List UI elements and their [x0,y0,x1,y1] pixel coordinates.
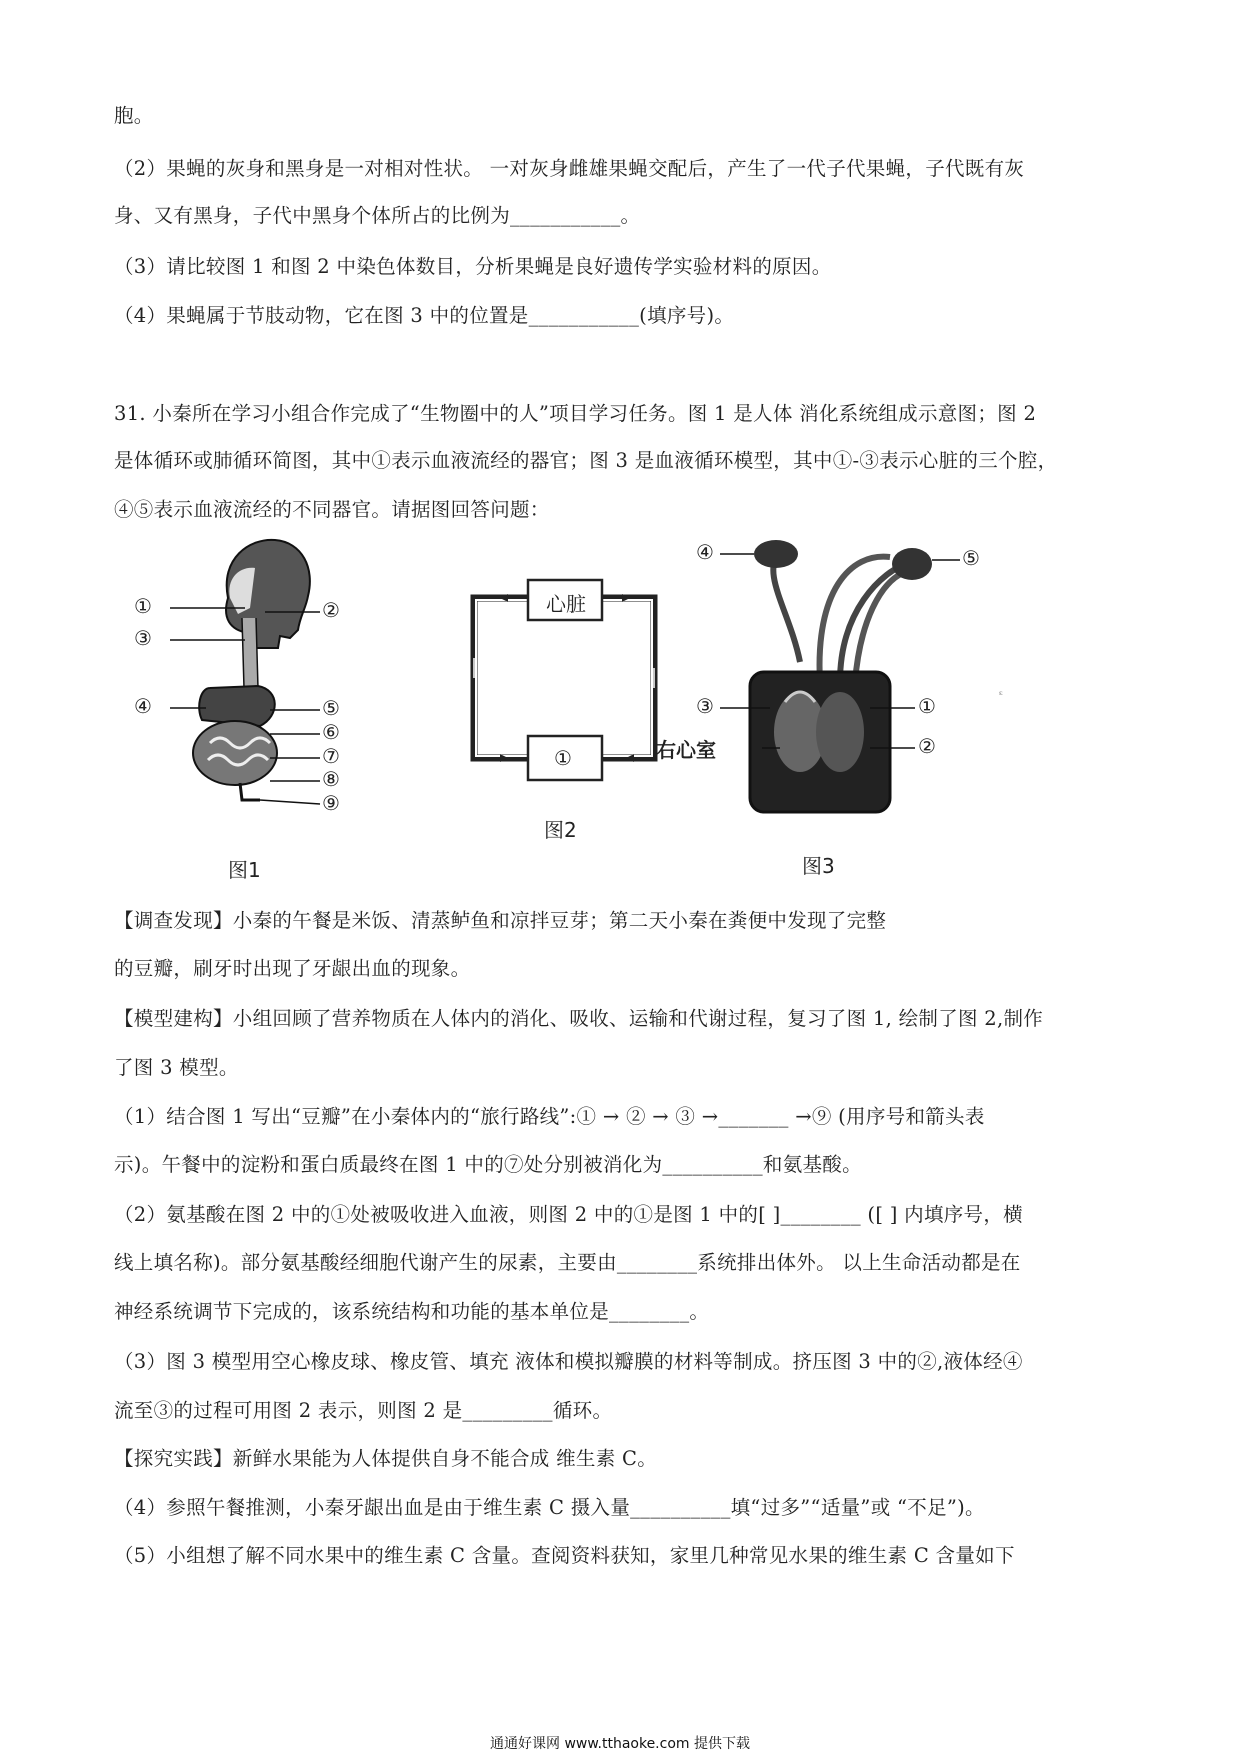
fig1-label-5: ⑤ [322,696,340,720]
fig3-label-2: ② [918,734,936,758]
text-line-15: （2）氨基酸在图 2 中的①处被吸收进入血液，则图 2 中的①是图 1 中的[ ]________ ([ ] 内填序号，横 [114,1203,1023,1226]
text-line-21: （4）参照午餐推测，小秦牙龈出血是由于维生素 C 摄入量__________填“过多”“适量”或 “不足”)。 [114,1496,985,1519]
fig3-label-3: ③ [696,694,714,718]
fig1-label-8: ⑧ [322,767,340,791]
fig1-label-4: ④ [134,694,152,718]
heart-model-diagram [690,532,1030,832]
right-ventricle-label: 右心室 [656,738,716,762]
figure-2 [460,578,670,848]
text-line-9: 【调查发现】小秦的午餐是米饭、清蒸鲈鱼和凉拌豆芽；第二天小秦在粪便中发现了完整 [114,909,887,932]
fig3-label-5: ⑤ [962,546,980,570]
text-line-22: （5）小组想了解不同水果中的维生素 C 含量。查阅资料获知，家里几种常见水果的维生素 C 含量如下 [114,1544,1015,1567]
page-footer: 通通好课网 www.tthaoke.com 提供下载 [490,1736,750,1752]
fig3-caption: 图3 [802,854,835,878]
text-line-20: 【探究实践】新鲜水果能为人体提供自身不能合成 维生素 C。 [114,1447,658,1470]
fig1-label-1: ① [134,594,152,618]
fig2-heart-label: 心脏 [546,592,586,616]
text-line-4: （3）请比较图 1 和图 2 中染色体数目，分析果蝇是良好遗传学实验材料的原因。 [114,255,832,278]
fig1-label-2: ② [322,598,340,622]
fig1-label-7: ⑦ [322,744,340,768]
fig1-label-6: ⑥ [322,720,340,744]
fig3-label-4: ④ [696,540,714,564]
fig2-organ-label: ① [554,746,572,770]
question-31-line-3: ④⑤表示血液流经的不同器官。请据图回答问题： [114,498,550,521]
text-line-10: 的豆瓣，刷牙时出现了牙龈出血的现象。 [114,957,471,980]
figure-3 [656,532,1030,892]
text-line-1: 胞。 [114,104,154,127]
stray-mark: ᵋ [999,688,1004,702]
text-line-13: （1）结合图 1 写出“豆瓣”在小秦体内的“旅行路线”:① → ② → ③ →_______ →⑨ (用序号和箭头表 [114,1105,985,1128]
text-line-12: 了图 3 模型。 [114,1056,239,1079]
question-31-line-1: 31. 小秦所在学习小组合作完成了“生物圈中的人”项目学习任务。图 1 是人体 消化系统组成示意图；图 2 [114,402,1037,425]
figures-area [130,538,1030,898]
fig1-label-3: ③ [134,626,152,650]
text-line-17: 神经系统调节下完成的，该系统结构和功能的基本单位是________。 [114,1300,710,1323]
text-line-2: （2）果蝇的灰身和黑身是一对相对性状。 一对灰身雌雄果蝇交配后，产生了一代子代果蝇，子代既有灰 [114,157,1025,180]
fig2-caption: 图2 [544,818,577,842]
text-line-3: 身、又有黑身，子代中黑身个体所占的比例为___________。 [114,204,641,227]
text-line-11: 【模型建构】小组回顾了营养物质在人体内的消化、吸收、运输和代谢过程，复习了图 1, 绘制了图 2,制作 [114,1007,1044,1030]
fig1-caption: 图1 [228,858,261,882]
figure-1 [130,538,410,888]
text-line-16: 线上填名称)。部分氨基酸经细胞代谢产生的尿素，主要由________系统排出体外。 以上生命活动都是在 [114,1251,1021,1274]
text-line-5: （4）果蝇属于节肢动物，它在图 3 中的位置是___________(填序号)。 [114,304,735,327]
digestive-system-diagram [130,538,410,838]
fig3-label-1: ① [918,694,936,718]
text-line-18: （3）图 3 模型用空心橡皮球、橡皮管、填充 液体和模拟瓣膜的材料等制成。挤压图 3 中的②,液体经④ [114,1350,1023,1373]
text-line-19: 流至③的过程可用图 2 表示，则图 2 是_________循环。 [114,1399,613,1422]
question-31-line-2: 是体循环或肺循环简图，其中①表示血液流经的器官；图 3 是血液循环模型，其中①-③表示心脏的三个腔， [114,449,1058,472]
text-line-14: 示)。午餐中的淀粉和蛋白质最终在图 1 中的⑦处分别被消化为__________和氨基酸。 [114,1153,862,1176]
fig1-label-9: ⑨ [322,791,340,815]
